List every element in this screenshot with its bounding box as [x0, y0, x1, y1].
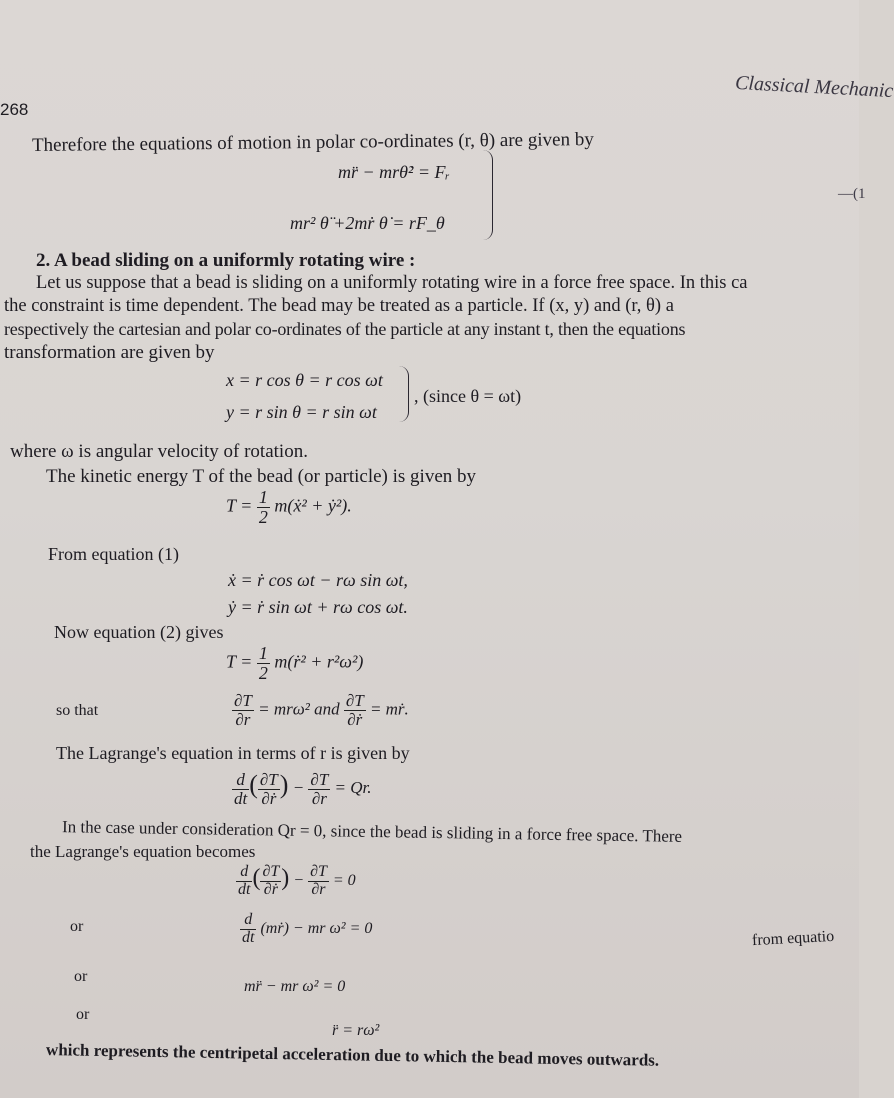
partial-dr: ∂r: [235, 709, 251, 729]
ke-lhs: T =: [226, 495, 253, 516]
from-equation-margin: from equatio: [751, 927, 835, 950]
step-2-equation: mr̈ − mr ω² = 0: [244, 978, 346, 995]
lagrange-dT: ∂T: [259, 769, 278, 789]
section-heading: 2. A bead sliding on a uniformly rotating wire :: [36, 250, 416, 271]
t2-rhs: m(ṙ² + r²ω²): [274, 651, 364, 672]
step1-rest: (mṙ) − mr ω² = 0: [260, 919, 373, 937]
section-paragraph-line-2: the constraint is time dependent. The bead may be treated as a particle. If (x, y) and (r, θ) a: [4, 296, 674, 316]
partial-frac-2: [344, 692, 366, 729]
section-paragraph-line-4: transformation are given by: [4, 342, 215, 363]
step1-ddt: [240, 912, 256, 947]
step-1-equation: [240, 912, 372, 947]
lagrange-dT-dr: [308, 771, 330, 808]
section-paragraph-line-3: respectively the cartesian and polar co-ordinates of the particle at any instant t, then the equations: [4, 319, 686, 339]
lz-dT2: ∂T: [310, 863, 327, 880]
transform-x: x = r cos θ = r cos ωt: [226, 370, 383, 390]
equation-polar-2: mr² θ̈ +2mṙ θ̇ = rF_θ: [290, 213, 445, 233]
lz-dT-drdot: [260, 864, 281, 899]
kinetic-energy-equation: [226, 488, 352, 527]
partial-derivatives: [232, 692, 409, 729]
lz-dr: ∂r: [311, 880, 326, 898]
t2-num: 1: [258, 643, 268, 663]
step1-dt: dt: [242, 928, 255, 946]
partial-dT2: ∂T: [345, 691, 364, 710]
x-dot-equation: ẋ = ṙ cos ωt − rω sin ωt,: [228, 570, 408, 590]
ke-half: [257, 488, 270, 527]
so-that-label: so that: [56, 702, 99, 719]
t2-lhs: T =: [226, 651, 253, 672]
section-paragraph-line-1: Let us suppose that a bead is sliding on a uniformly rotating wire in a force free space. In this ca: [36, 273, 748, 293]
from-equation-1: From equation (1): [48, 544, 179, 564]
partial-dT: ∂T: [234, 691, 252, 710]
equation-number: —(1: [838, 186, 866, 202]
running-title: Classical Mechanic: [734, 71, 894, 103]
t2-den: 2: [258, 662, 268, 683]
intro-text: Therefore the equations of motion in polar co-ordinates (r, θ) are given by: [31, 129, 594, 156]
lagrange-dT2: ∂T: [310, 769, 329, 789]
case-line-2: the Lagrange's equation becomes: [30, 842, 256, 861]
or-label-3: or: [76, 1006, 90, 1023]
lagrange-ddt: [232, 771, 249, 808]
ke-rhs: m(ẋ² + ẏ²).: [274, 495, 352, 516]
lz-minus: −: [293, 871, 305, 889]
or-label-2: or: [74, 968, 88, 985]
page-number: 268: [0, 100, 29, 119]
kinetic-energy-line: The kinetic energy T of the bead (or particle) is given by: [46, 466, 476, 487]
lagrange-dT-drdot: [258, 771, 280, 808]
transform-brace: [398, 366, 409, 422]
ke-den: 2: [258, 506, 268, 527]
lagrange-rhs: = Qr.: [334, 778, 372, 797]
conclusion-line: which represents the centripetal acceleration due to which the bead moves outwards.: [45, 1040, 660, 1070]
equation-brace: [478, 150, 493, 240]
t2-half: [257, 644, 270, 683]
step-3-equation: r̈ = rω²: [332, 1022, 380, 1039]
lz-rhs: = 0: [332, 871, 356, 889]
lz-dT: ∂T: [262, 863, 280, 880]
lagrange-minus: −: [292, 778, 305, 797]
transform-y: y = r sin θ = r sin ωt: [226, 402, 377, 422]
where-line: where ω is angular velocity of rotation.: [10, 441, 308, 462]
lz-dT-dr: [308, 864, 329, 899]
transform-since: , (since θ = ωt): [414, 386, 522, 406]
lagrange-intro: The Lagrange's equation in terms of r is given by: [56, 743, 410, 763]
lz-d: d: [236, 864, 252, 882]
lagrange-drdot: ∂ṙ: [261, 788, 277, 808]
ke-num: 1: [258, 487, 268, 507]
equation-polar-1: mr̈ − mrθ̇² = Fᵣ: [338, 162, 450, 182]
step1-d: d: [240, 912, 256, 930]
lz-ddt: [236, 864, 252, 899]
lagrange-dr: ∂r: [311, 788, 327, 808]
or-label-1: or: [70, 918, 84, 935]
case-line-1: In the case under consideration Qr = 0, since the bead is sliding in a force free space. There: [61, 817, 683, 846]
partial-value-1: = mrω² and: [258, 699, 340, 719]
lagrange-equation: $\frac{d}{dt}$ ( $\frac{\partial T}{\text{∂ṙ}}$ ) − $\frac{\partial T}{\partial r}$ = Qr.: [234, 769, 372, 808]
now-equation-2: Now equation (2) gives: [54, 622, 224, 642]
lz-drdot: ∂ṙ: [263, 880, 278, 898]
partial-value-2: = mṙ.: [369, 699, 409, 719]
lagrange-dt: dt: [234, 788, 248, 808]
lagrange-d: d: [232, 771, 249, 790]
kinetic-energy-polar: [226, 644, 363, 683]
lagrange-equation-zero: $\frac{d}{dt}$ ( $\frac{\partial T}{\text{∂ṙ}}$ ) − $\frac{\partial T}{\partial r}$ = 0: [238, 863, 356, 898]
y-dot-equation: ẏ = ṙ sin ωt + rω cos ωt.: [228, 597, 408, 617]
lz-dt: dt: [238, 880, 251, 898]
partial-frac-1: [232, 692, 254, 729]
partial-drdot: ∂ṙ: [347, 709, 363, 729]
